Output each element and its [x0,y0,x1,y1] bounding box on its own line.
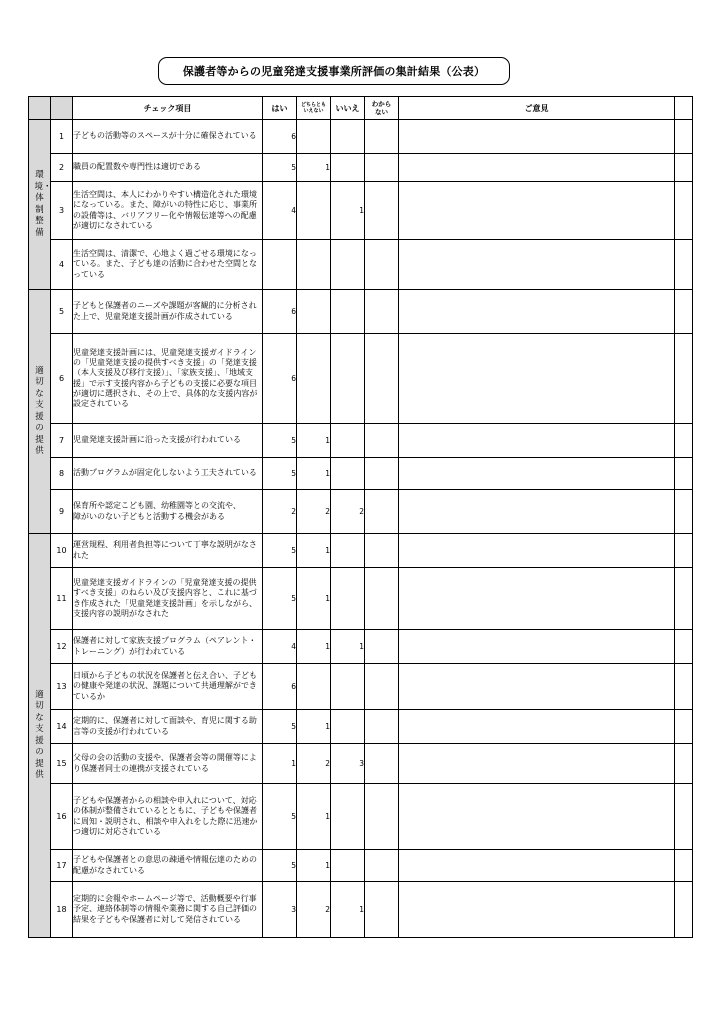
yes-count: 2 [263,490,297,534]
row-number: 11 [51,568,73,630]
check-item-text: 子どもや保護者との意思の疎通や情報伝達のための配慮がなされている [73,850,263,882]
check-item-text: 子どもの活動等のスペースが十分に確保されている [73,120,263,154]
row-number: 3 [51,182,73,240]
header-yes: はい [263,97,297,120]
check-item-text: 生活空間は、本人にわかりやすい構造化された環境になっている。また、障がいの特性に応じ、事業所の設備等は、バリアフリー化や情報伝達等への配慮が適切になされている [73,182,263,240]
table-row [29,290,693,334]
no-count: 2 [331,490,365,534]
opinion-cell [399,744,675,784]
yes-count: 6 [263,664,297,710]
category-label: 適切な支援の提供 [35,689,44,780]
yes-count: 5 [263,424,297,458]
check-item-text: 生活空間は、清潔で、心地よく過ごせる環境になっている。また、子ども達の活動に合わせた空間となっている [73,240,263,290]
opinion-cell [399,534,675,568]
opinion-cell [399,120,675,154]
row-number: 14 [51,710,73,744]
unknown-count [365,290,399,334]
opinion-cell [399,568,675,630]
category-label: 環境・体制整備 [34,170,52,238]
extra-cell [675,534,693,568]
row-number: 17 [51,850,73,882]
no-count [331,784,365,850]
header-number-cell [51,97,73,120]
extra-cell [675,424,693,458]
no-count: 3 [331,744,365,784]
row-number: 4 [51,240,73,290]
opinion-cell [399,850,675,882]
table-row [29,182,693,240]
opinion-cell [399,240,675,290]
unknown-count [365,120,399,154]
check-item-text: 定期的に会報やホームページ等で、活動概要や行事予定、連絡体制等の情報や業務に関する自己評価の結果を子どもや保護者に対して発信されている [73,882,263,938]
yes-count: 5 [263,458,297,490]
neither-count: 1 [297,630,331,664]
opinion-cell [399,154,675,182]
neither-count [297,120,331,154]
check-item-text: 父母の会の活動の支援や、保護者会等の開催等により保護者同士の連携が支援されている [73,744,263,784]
row-number: 10 [51,534,73,568]
yes-count: 4 [263,182,297,240]
unknown-count [365,334,399,424]
row-number: 8 [51,458,73,490]
extra-cell [675,744,693,784]
extra-cell [675,630,693,664]
check-item-text: 児童発達支援ガイドラインの「児童発達支援の提供すべき支援」のねらい及び支援内容と、これに基づき作成された「児童発達支援計画」を示しながら、支援内容の説明がなされた [73,568,263,630]
opinion-cell [399,882,675,938]
row-number: 1 [51,120,73,154]
no-count: 1 [331,882,365,938]
unknown-count [365,630,399,664]
table-body [29,120,693,938]
neither-count: 1 [297,710,331,744]
neither-count: 1 [297,154,331,182]
neither-count: 2 [297,882,331,938]
opinion-cell [399,290,675,334]
neither-count: 2 [297,744,331,784]
row-number: 12 [51,630,73,664]
header-unknown: わから ない [365,97,399,120]
unknown-count [365,882,399,938]
neither-count: 2 [297,490,331,534]
check-item-text: 子どもや保護者からの相談や申入れについて、対応の体制が整備されているとともに、子どもや保護者に周知・説明され、相談や申入れをした際に迅速かつ適切に対応されている [73,784,263,850]
check-item-text: 日頃から子どもの状況を保護者と伝え合い、子どもの健康や発達の状況、課題について共通理解ができているか [73,664,263,710]
no-count [331,154,365,182]
unknown-count [365,710,399,744]
header-extra-cell [675,97,693,120]
extra-cell [675,458,693,490]
row-number: 5 [51,290,73,334]
unknown-count [365,850,399,882]
header-neither: どちらとも いえない [297,97,331,120]
yes-count: 6 [263,120,297,154]
extra-cell [675,154,693,182]
check-item-text: 活動プログラムが固定化しないよう工夫されている [73,458,263,490]
table-row [29,334,693,424]
header-no: いいえ [331,97,365,120]
no-count [331,240,365,290]
header-category-cell [29,97,51,120]
opinion-cell [399,664,675,710]
extra-cell [675,290,693,334]
neither-count: 1 [297,784,331,850]
opinion-cell [399,458,675,490]
no-count [331,458,365,490]
table-row [29,154,693,182]
table-row [29,850,693,882]
extra-cell [675,784,693,850]
table-row [29,630,693,664]
table-row [29,424,693,458]
table-row [29,458,693,490]
extra-cell [675,568,693,630]
no-count [331,424,365,458]
no-count [331,664,365,710]
check-item-text: 保育所や認定こども園、幼稚園等との交流や、 障がいのない子どもと活動する機会がある [73,490,263,534]
yes-count: 5 [263,850,297,882]
page-title: 保護者等からの児童発達支援事業所評価の集計結果（公表） [158,57,510,85]
table-row [29,490,693,534]
no-count [331,290,365,334]
neither-count: 1 [297,568,331,630]
unknown-count [365,784,399,850]
neither-count: 1 [297,424,331,458]
unknown-count [365,568,399,630]
row-number: 7 [51,424,73,458]
no-count [331,534,365,568]
extra-cell [675,120,693,154]
yes-count: 5 [263,534,297,568]
extra-cell [675,182,693,240]
neither-count [297,334,331,424]
opinion-cell [399,490,675,534]
unknown-count [365,154,399,182]
neither-count: 1 [297,534,331,568]
check-item-text: 職員の配置数や専門性は適切である [73,154,263,182]
yes-count: 4 [263,630,297,664]
yes-count: 6 [263,290,297,334]
extra-cell [675,490,693,534]
opinion-cell [399,784,675,850]
table-row [29,710,693,744]
no-count [331,334,365,424]
evaluation-table [28,96,693,938]
extra-cell [675,882,693,938]
row-number: 13 [51,664,73,710]
row-number: 15 [51,744,73,784]
row-number: 2 [51,154,73,182]
unknown-count [365,534,399,568]
extra-cell [675,334,693,424]
no-count [331,710,365,744]
yes-count [263,240,297,290]
unknown-count [365,744,399,784]
unknown-count [365,458,399,490]
table-row [29,784,693,850]
yes-count: 5 [263,784,297,850]
unknown-count [365,664,399,710]
extra-cell [675,850,693,882]
extra-cell [675,240,693,290]
neither-count [297,290,331,334]
no-count: 1 [331,630,365,664]
check-item-text: 児童発達支援計画には、児童発達支援ガイドラインの「児童発達支援の提供すべき支援」の「発達支援（本人支援及び移行支援）」、「家族支援」、「地域支援」で示す支援内容から子どもの支援に必要な項目が適切に選択され、その上で、具体的な支援内容が設定されている [73,334,263,424]
opinion-cell [399,334,675,424]
neither-count [297,664,331,710]
row-number: 6 [51,334,73,424]
category-cell [29,534,51,938]
no-count [331,850,365,882]
neither-count: 1 [297,850,331,882]
unknown-count [365,182,399,240]
opinion-cell [399,424,675,458]
yes-count: 5 [263,710,297,744]
row-number: 9 [51,490,73,534]
unknown-count [365,490,399,534]
yes-count: 5 [263,154,297,182]
extra-cell [675,710,693,744]
opinion-cell [399,710,675,744]
yes-count: 1 [263,744,297,784]
table-row [29,534,693,568]
unknown-count [365,424,399,458]
neither-count [297,240,331,290]
row-number: 16 [51,784,73,850]
yes-count: 6 [263,334,297,424]
check-item-text: 児童発達支援計画に沿った支援が行われている [73,424,263,458]
category-label: 適切な支援の提供 [35,365,44,456]
check-item-text: 定期的に、保護者に対して面談や、育児に関する助言等の支援が行われている [73,710,263,744]
table-row [29,882,693,938]
opinion-cell [399,182,675,240]
table-row [29,240,693,290]
extra-cell [675,664,693,710]
neither-count: 1 [297,458,331,490]
category-cell [29,290,51,534]
check-item-text: 子どもと保護者のニーズや課題が客観的に分析された上で、児童発達支援計画が作成されている [73,290,263,334]
no-count: 1 [331,182,365,240]
yes-count: 3 [263,882,297,938]
unknown-count [365,240,399,290]
row-number: 18 [51,882,73,938]
table-row [29,568,693,630]
category-cell [29,120,51,290]
table-row [29,744,693,784]
no-count [331,120,365,154]
no-count [331,568,365,630]
table-row [29,120,693,154]
header-row [29,97,693,120]
check-item-text: 保護者に対して家族支援プログラム（ペアレント・トレーニング）が行われている [73,630,263,664]
header-opinion: ご意見 [399,97,675,120]
check-item-text: 運営規程、利用者負担等について丁寧な説明がなされた [73,534,263,568]
table-row [29,664,693,710]
neither-count [297,182,331,240]
yes-count: 5 [263,568,297,630]
header-check-item: チェック項目 [73,97,263,120]
opinion-cell [399,630,675,664]
